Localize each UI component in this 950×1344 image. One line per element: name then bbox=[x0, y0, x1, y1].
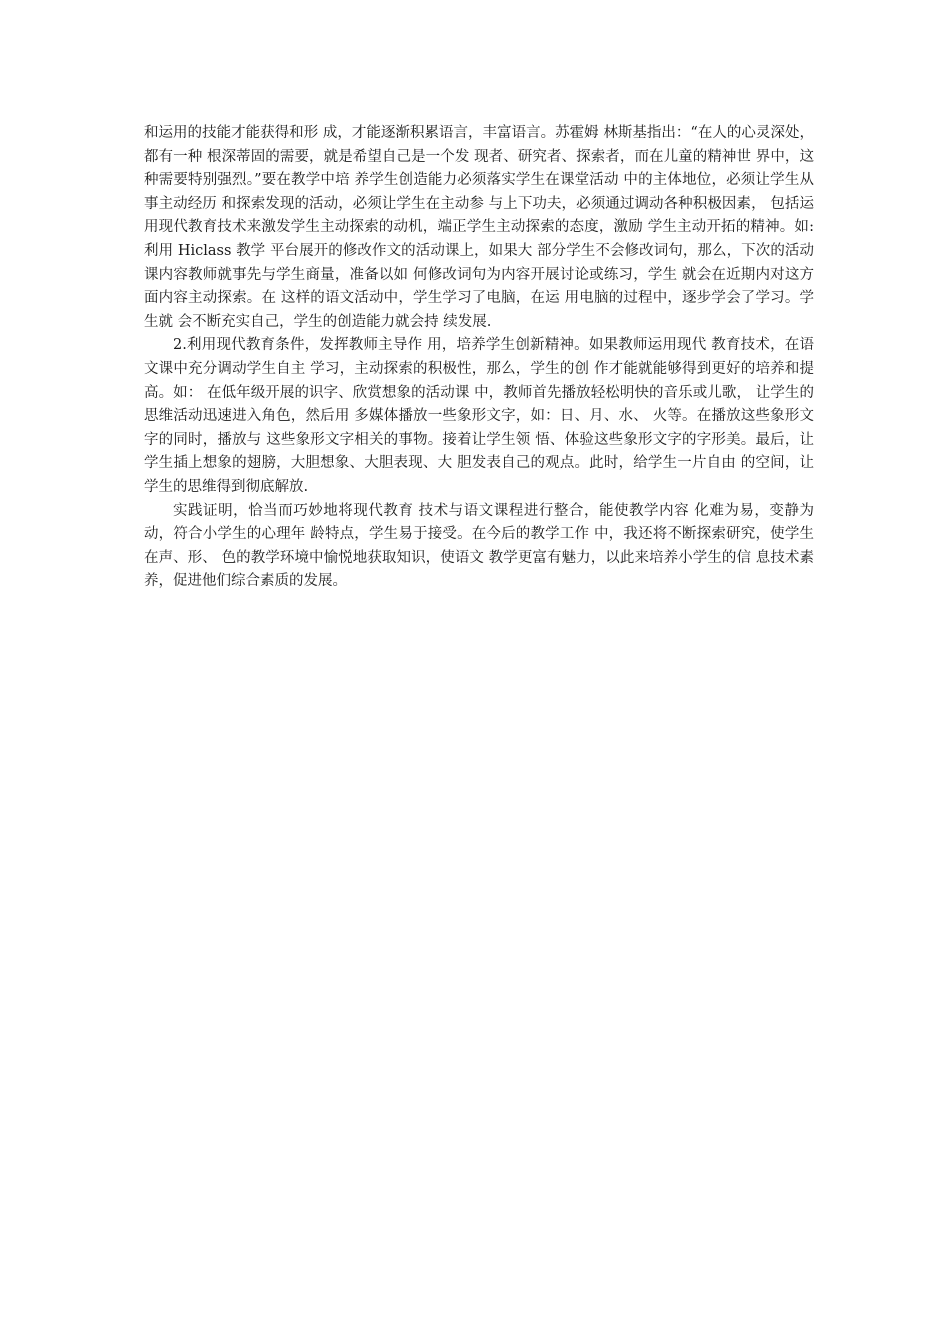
paragraph-3: 实践证明，恰当而巧妙地将现代教育 技术与语文课程进行整合，能使教学内容 化难为易，变静为动，符合小学生的心理年 龄特点，学生易于接受。在今后的教学工作 中，我还将不断探索研究，使学生在声、形、 色的教学环境中愉悦地获取知识，使语文 教学更富有魅力，以此来培养小学生的信 息技术素养，促进他们综合素质的发展。 bbox=[144, 502, 814, 590]
document-body bbox=[144, 122, 814, 594]
paragraph-1: 和运用的技能才能获得和形 成，才能逐渐积累语言，丰富语言。苏霍姆 林斯基指出：“在人的心灵深处，都有一种 根深蒂固的需要，就是希望自己是一个发 现者、研究者、探索者，而在儿童的精神世 界中，这种需要特别强烈。”要在教学中培 养学生创造能力必须落实学生在课堂活动 中的主体地位，必须让学生从事主动经历 和探索发现的活动，必须让学生在主动参 与上下功夫，必须通过调动各种积极因素， 包括运用现代教育技术来激发学生主动探索的动机，端正学生主动探索的态度，激励 学生主动开拓的精神。如:利用 Hiclass 教学 平台展开的修改作文的活动课上，如果大 部分学生不会修改词句，那么，下次的活动 课内容教师就事先与学生商量，准备以如 何修改词句为内容开展讨论或练习，学生 就会在近期内对这方面内容主动探索。在 这样的语文活动中，学生学习了电脑，在运 用电脑的过程中，逐步学会了学习。学生就 会不断充实自己，学生的创造能力就会持 续发展. bbox=[144, 125, 814, 330]
paragraph-2: 2.利用现代教育条件，发挥教师主导作 用，培养学生创新精神。如果教师运用现代 教育技术，在语文课中充分调动学生自主 学习，主动探索的积极性，那么，学生的创 作才能就能够得到更好的培养和提高。如： 在低年级开展的识字、欣赏想象的活动课 中，教师首先播放轻松明快的音乐或儿歌， 让学生的思维活动迅速进入角色，然后用 多媒体播放一些象形文字，如：日、月、水、 火等。在播放这些象形文字的同时，播放与 这些象形文字相关的事物。接着让学生领 悟、体验这些象形文字的字形美。最后，让 学生插上想象的翅膀，大胆想象、大胆表现、大 胆发表自己的观点。此时，给学生一片自由 的空间，让学生的思维得到彻底解放. bbox=[144, 337, 814, 495]
